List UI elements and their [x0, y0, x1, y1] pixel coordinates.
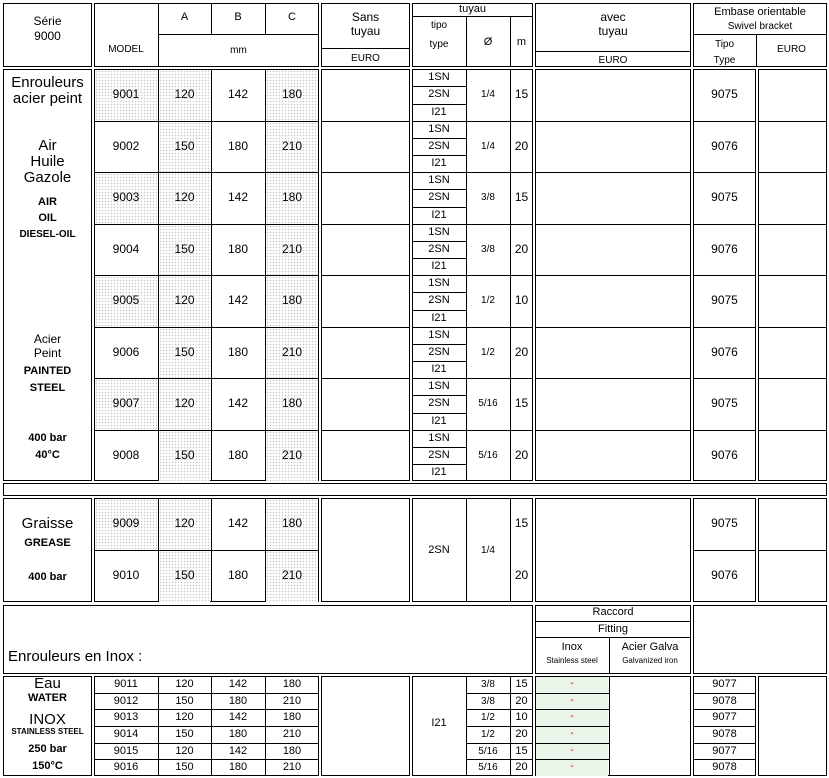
inox-fitting-value: - [570, 711, 574, 722]
diameter-value: 1/2 [481, 347, 495, 358]
dim-c-value: 210 [282, 728, 302, 740]
dim-a-header: A [180, 11, 189, 23]
row-divider [94, 693, 319, 694]
dim-a-value: 150 [174, 139, 195, 153]
length-value: 15 [514, 87, 529, 101]
model-number: 9008 [112, 448, 140, 462]
dim-c-value: 210 [282, 761, 302, 773]
model-number: 9005 [112, 293, 140, 307]
row-divider [321, 430, 410, 431]
length-value: 20 [514, 242, 529, 256]
label-gazole: Gazole [23, 169, 72, 186]
unit-header: mm [230, 45, 247, 56]
dim-c-value: 210 [281, 139, 303, 153]
dim-a-value: 120 [175, 711, 194, 723]
model-number: 9012 [113, 695, 139, 707]
base-type-value: 9075 [711, 87, 738, 101]
model-number: 9003 [112, 190, 140, 204]
hose-type: 2SN [428, 294, 450, 306]
inox-sans-box [321, 676, 410, 776]
dim-b-value: 142 [228, 678, 248, 690]
hose-type: I21 [431, 106, 447, 118]
hose-type: I21 [431, 209, 447, 221]
dim-c-value: 210 [281, 345, 303, 359]
dim-b-value: 142 [228, 711, 248, 723]
dim-c-value: 180 [281, 190, 303, 204]
base-type-value: 9075 [711, 190, 738, 204]
diameter-value: 1/4 [481, 141, 495, 152]
row-divider [535, 121, 691, 122]
label-huile: Huile [30, 153, 65, 170]
hose-divider [412, 138, 466, 139]
length-value: 10 [515, 711, 528, 723]
inox-fitting-value: - [570, 678, 574, 689]
inox-fitting-value: - [570, 761, 574, 772]
hose-type: 2SN [428, 346, 450, 358]
label-painted: PAINTED [23, 365, 72, 377]
length-value: 15 [514, 190, 529, 204]
diameter-value: 5/16 [478, 762, 498, 773]
hose-type: 1SN [428, 226, 450, 238]
label-steel: STEEL [29, 382, 66, 394]
tipo2-header: Tipo [714, 39, 735, 50]
model-number: 9014 [113, 728, 139, 740]
label-grease: GREASE [24, 537, 71, 549]
dim-a-value: 150 [174, 448, 195, 462]
dim-a-value: 120 [174, 87, 195, 101]
inox-base-header [693, 605, 827, 674]
base-type-value: 9078 [712, 728, 737, 740]
hose-divider [412, 310, 466, 311]
galvanized-fitting-label: Galvanized iron [622, 656, 678, 665]
type2-header: Type [713, 55, 736, 66]
hose-divider [412, 86, 466, 87]
hose-divider [412, 241, 466, 242]
base-type-value: 9075 [711, 516, 738, 530]
row-divider [412, 224, 533, 225]
hose-type: 2SN [428, 397, 450, 409]
row-divider [758, 275, 827, 276]
hose-type: 1SN [428, 277, 450, 289]
hose-type: I21 [431, 157, 447, 169]
label-air-en: AIR [38, 196, 57, 208]
dim-b-value: 180 [228, 761, 248, 773]
row-divider [412, 275, 533, 276]
dim-c-value: 210 [281, 568, 303, 582]
stainless-fitting-label: Stainless steel [546, 656, 598, 665]
row-divider [321, 224, 410, 225]
model-number: 9001 [112, 87, 140, 101]
label-oil-en: OIL [38, 212, 57, 224]
row-divider [693, 693, 756, 694]
length-value: 15 [515, 745, 528, 757]
left-labels-box [3, 69, 92, 481]
avec-euro-header: EURO [598, 55, 628, 66]
label-temp: 40°C [35, 449, 60, 461]
grease-label-box [3, 498, 92, 602]
hose-type: I21 [431, 415, 447, 427]
hose-type: I21 [431, 312, 447, 324]
model-number: 9015 [113, 745, 139, 757]
hose-type: 1SN [428, 123, 450, 135]
row-divider [758, 121, 827, 122]
row-divider [94, 743, 319, 744]
dim-a-value: 120 [174, 190, 195, 204]
base-type-value: 9075 [711, 293, 738, 307]
row-divider [535, 430, 691, 431]
hose-divider [412, 258, 466, 259]
raccord-label: Raccord [592, 606, 634, 618]
row-divider [321, 172, 410, 173]
dim-b-value: 180 [227, 139, 249, 153]
hose-divider [412, 292, 466, 293]
row-divider [321, 121, 410, 122]
grease-hose-type: 2SN [428, 544, 450, 556]
diameter-value: 5/16 [478, 450, 498, 461]
row-divider [535, 378, 691, 379]
hose-divider [412, 207, 466, 208]
label-acier: Acier [33, 332, 62, 346]
length-value: 20 [515, 761, 528, 773]
dim-c-value: 180 [281, 396, 303, 410]
inox-title: Enrouleurs en Inox : [8, 648, 143, 665]
label-inox: INOX [29, 711, 66, 728]
length-value: 15 [514, 516, 529, 530]
hose-divider [412, 395, 466, 396]
dim-b-value: 142 [227, 516, 249, 530]
row-divider [758, 327, 827, 328]
model-number: 9002 [112, 139, 140, 153]
model-number: 9013 [113, 711, 139, 723]
diameter-value: 1/2 [481, 729, 495, 740]
base-type-value: 9078 [712, 761, 737, 773]
row-divider [693, 550, 756, 551]
hose-type: 2SN [428, 88, 450, 100]
label-inox-temp: 150°C [32, 760, 63, 772]
base-type-value: 9075 [711, 396, 738, 410]
grease-avec-box [535, 498, 691, 602]
inox-euro-box [758, 676, 827, 776]
hose-type: 1SN [428, 71, 450, 83]
label-peint: Peint [33, 346, 62, 360]
model-number: 9006 [112, 345, 140, 359]
dim-b-value: 142 [227, 396, 249, 410]
hose-type: I21 [431, 363, 447, 375]
dim-a-value: 120 [174, 293, 195, 307]
base-type-value: 9076 [711, 568, 738, 582]
dim-a-value: 150 [174, 568, 195, 582]
label-eau: Eau [34, 675, 61, 692]
model-number: 9016 [113, 761, 139, 773]
inox-fitting-value: - [570, 745, 574, 756]
hose-type: 2SN [428, 243, 450, 255]
dim-a-value: 150 [175, 695, 194, 707]
row-divider [412, 172, 533, 173]
length-value: 15 [515, 678, 528, 690]
model-number: 9007 [112, 396, 140, 410]
diameter-value: 1/2 [481, 295, 495, 306]
sans-label-2: tuyau [350, 24, 381, 38]
row-divider [94, 726, 319, 727]
dim-b-value: 180 [228, 728, 248, 740]
length-value: 20 [514, 139, 529, 153]
base-type-value: 9076 [711, 242, 738, 256]
tipo-header: tipo [430, 20, 448, 31]
type-header: type [429, 39, 449, 50]
length-value: 15 [514, 396, 529, 410]
dim-c-value: 180 [282, 745, 302, 757]
embase-label: Embase orientable [714, 6, 806, 18]
label-stainless: STAINLESS STEEL [11, 727, 84, 736]
row-divider [693, 759, 756, 760]
dim-b-value: 142 [227, 190, 249, 204]
hose-divider [412, 104, 466, 105]
base-type-value: 9076 [711, 139, 738, 153]
diameter-value: 5/16 [478, 746, 498, 757]
tuyau-title: tuyau [459, 3, 486, 15]
hose-type: 1SN [428, 380, 450, 392]
hose-divider [412, 344, 466, 345]
diameter-value: 5/16 [478, 398, 498, 409]
diameter-value: 3/8 [481, 679, 495, 690]
row-divider [693, 430, 756, 431]
dim-c-value: 180 [282, 711, 302, 723]
base-type-value: 9076 [711, 448, 738, 462]
length-value: 20 [514, 345, 529, 359]
dim-a-value: 150 [174, 345, 195, 359]
separator-bar [3, 483, 827, 496]
diameter-value: 1/4 [481, 89, 495, 100]
hose-type: 2SN [428, 449, 450, 461]
row-divider [693, 709, 756, 710]
dim-b-value: 142 [228, 745, 248, 757]
serie-number: 9000 [34, 29, 61, 43]
hose-divider [412, 189, 466, 190]
row-divider [466, 709, 533, 710]
dim-a-value: 150 [174, 242, 195, 256]
length-value: 20 [514, 568, 529, 582]
hose-divider [412, 155, 466, 156]
diameter-value: 3/8 [481, 696, 495, 707]
row-divider [466, 759, 533, 760]
dim-c-value: 180 [281, 87, 303, 101]
dim-a-value: 120 [175, 745, 194, 757]
dim-b-value: 142 [227, 87, 249, 101]
length-header: m [516, 36, 527, 48]
row-divider [758, 378, 827, 379]
dim-b-value: 180 [227, 448, 249, 462]
hose-type: 1SN [428, 174, 450, 186]
dim-a-value: 150 [175, 728, 194, 740]
diameter-value: 3/8 [481, 244, 495, 255]
row-divider [693, 121, 756, 122]
dim-c-value: 180 [282, 678, 302, 690]
row-divider [693, 378, 756, 379]
row-divider [412, 378, 533, 379]
hose-type: 2SN [428, 191, 450, 203]
grease-sans-box [321, 498, 410, 602]
dim-b-value: 180 [227, 568, 249, 582]
dim-a-value: 120 [174, 516, 195, 530]
swivel-label: Swivel bracket [727, 21, 793, 32]
hose-divider [412, 464, 466, 465]
row-divider [693, 172, 756, 173]
label-inox-pressure: 250 bar [28, 743, 67, 755]
dim-a-value: 120 [174, 396, 195, 410]
row-divider [466, 693, 533, 694]
model-number: 9010 [112, 568, 140, 582]
base-type-value: 9077 [712, 678, 737, 690]
label-graisse: Graisse [21, 515, 74, 532]
embase-euro-header: EURO [777, 44, 806, 55]
dim-c-header: C [288, 11, 296, 23]
dim-a-value: 150 [175, 761, 194, 773]
row-divider [693, 224, 756, 225]
base-type-value: 9077 [712, 711, 737, 723]
dim-b-value: 180 [228, 695, 248, 707]
inox-fitting-value: - [570, 695, 574, 706]
serie-label: Série [33, 14, 62, 28]
diameter-header: Ø [483, 36, 493, 48]
row-divider [758, 224, 827, 225]
dim-c-value: 210 [282, 695, 302, 707]
row-divider [466, 726, 533, 727]
model-number: 9009 [112, 516, 140, 530]
model-number: 9004 [112, 242, 140, 256]
label-pressure: 400 bar [28, 432, 67, 444]
sans-euro-header: EURO [351, 53, 380, 64]
sans-label: Sans [351, 10, 380, 24]
row-divider [321, 378, 410, 379]
row-divider [758, 550, 827, 551]
avec-label-2: tuyau [598, 24, 628, 38]
dim-c-value: 180 [281, 516, 303, 530]
row-divider [535, 327, 691, 328]
row-divider [535, 172, 691, 173]
label-diesel-en: DIESEL-OIL [19, 229, 76, 240]
dim-b-value: 180 [227, 345, 249, 359]
row-divider [693, 327, 756, 328]
dim-b-header: B [234, 11, 242, 23]
length-value: 20 [515, 728, 528, 740]
dim-c-value: 210 [281, 242, 303, 256]
hose-type: I21 [431, 260, 447, 272]
hose-divider [412, 361, 466, 362]
diameter-value: 1/2 [481, 712, 495, 723]
length-value: 10 [514, 293, 529, 307]
hose-type: 1SN [428, 432, 450, 444]
hose-type: 2SN [428, 140, 450, 152]
base-type-value: 9078 [712, 695, 737, 707]
inox-fitting-value: - [570, 728, 574, 739]
base-type-value: 9077 [712, 745, 737, 757]
row-divider [321, 327, 410, 328]
label-acier-peint: acier peint [12, 90, 83, 107]
base-type-value: 9076 [711, 345, 738, 359]
label-enrouleurs: Enrouleurs [11, 74, 84, 91]
label-water: WATER [28, 692, 67, 704]
length-value: 20 [515, 695, 528, 707]
model-header: MODEL [108, 44, 144, 55]
dim-b-value: 142 [227, 293, 249, 307]
avec-label: avec [600, 10, 626, 24]
fitting-label: Fitting [598, 623, 628, 635]
dim-b-value: 180 [227, 242, 249, 256]
hose-type: 1SN [428, 329, 450, 341]
row-divider [758, 430, 827, 431]
dim-c-value: 180 [281, 293, 303, 307]
row-divider [535, 224, 691, 225]
row-divider [693, 275, 756, 276]
dim-c-value: 210 [281, 448, 303, 462]
row-divider [94, 709, 319, 710]
row-divider [412, 430, 533, 431]
hose-type: I21 [431, 466, 447, 478]
length-value: 20 [514, 448, 529, 462]
label-air: Air [38, 137, 57, 154]
inox-hose-type: I21 [431, 717, 447, 729]
row-divider [94, 759, 319, 760]
dim-a-value: 120 [175, 678, 194, 690]
row-divider [535, 275, 691, 276]
diameter-value: 3/8 [481, 192, 495, 203]
row-divider [693, 726, 756, 727]
row-divider [758, 172, 827, 173]
hose-divider [412, 447, 466, 448]
model-number: 9011 [114, 678, 138, 690]
row-divider [466, 743, 533, 744]
grease-diameter: 1/4 [481, 545, 495, 556]
inox-fitting-label: Inox [561, 641, 583, 653]
hose-divider [412, 413, 466, 414]
row-divider [693, 743, 756, 744]
row-divider [412, 327, 533, 328]
row-divider [412, 121, 533, 122]
galva-fitting-label: Acier Galva [621, 641, 679, 653]
label-grease-pressure: 400 bar [28, 571, 67, 583]
row-divider [321, 275, 410, 276]
